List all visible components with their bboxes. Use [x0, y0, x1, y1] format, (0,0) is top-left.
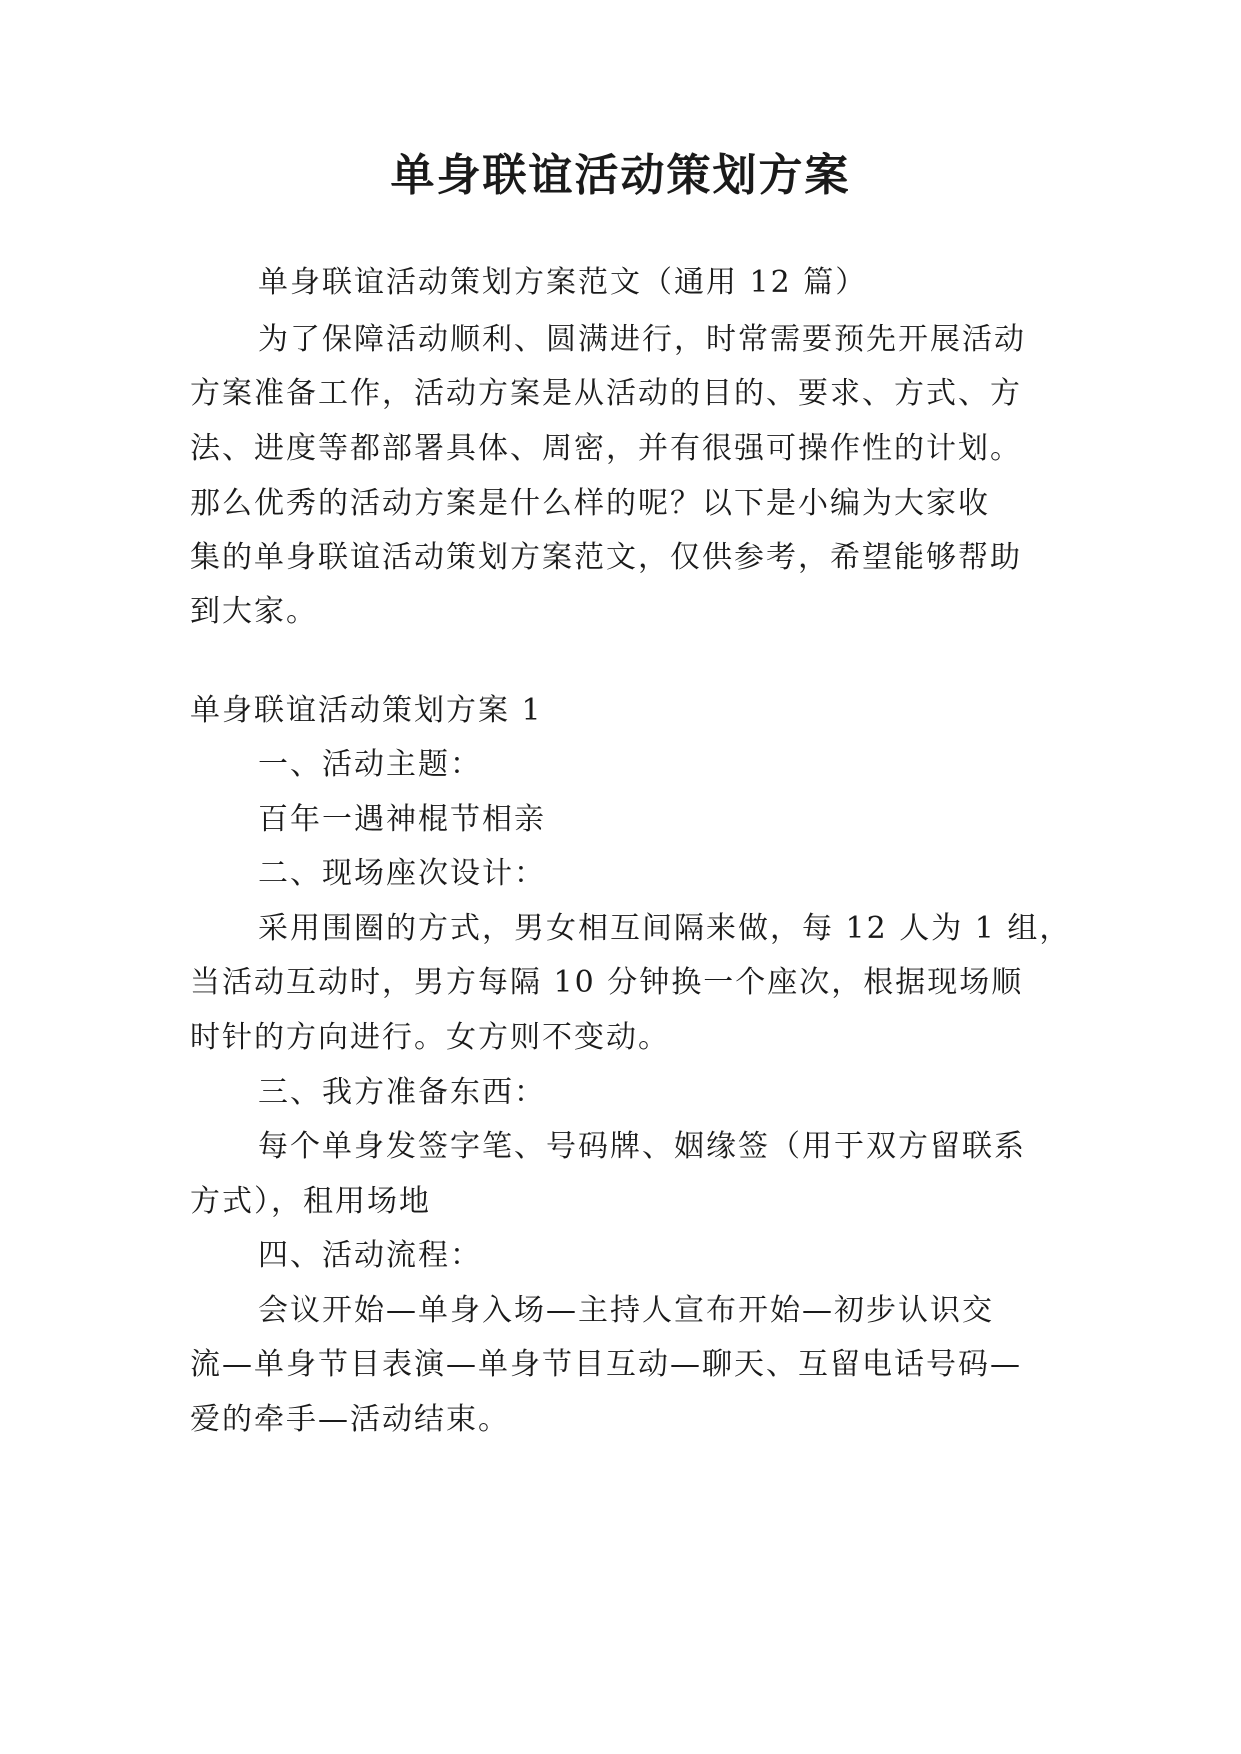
paragraph-line: 方式），租用场地 [190, 1184, 431, 1219]
paragraph-line: 百年一遇神棍节相亲 [258, 802, 546, 837]
item-heading: 二、现场座次设计： [258, 856, 546, 891]
paragraph-line: 爱的牵手—活动结束。 [190, 1402, 510, 1437]
item-heading: 一、活动主题： [258, 747, 482, 782]
paragraph-line: 流—单身节目表演—单身节目互动—聊天、互留电话号码— [190, 1347, 1022, 1382]
intro-paragraph-line: 方案准备工作，活动方案是从活动的目的、要求、方式、方 [190, 376, 1022, 411]
paragraph-line: 会议开始—单身入场—主持人宣布开始—初步认识交 [258, 1293, 994, 1328]
intro-paragraph-line: 为了保障活动顺利、圆满进行，时常需要预先开展活动 [258, 322, 1026, 357]
section-heading: 单身联谊活动策划方案 1 [190, 693, 543, 728]
paragraph-line: 采用围圈的方式，男女相互间隔来做，每 12 人为 1 组， [258, 911, 1072, 946]
document-title: 单身联谊活动策划方案 [390, 150, 851, 201]
item-heading: 三、我方准备东西： [258, 1075, 546, 1110]
intro-paragraph-line: 到大家。 [190, 594, 318, 629]
paragraph-line: 当活动互动时，男方每隔 10 分钟换一个座次，根据现场顺 [190, 965, 1024, 1000]
paragraph-line: 时针的方向进行。女方则不变动。 [190, 1020, 670, 1055]
intro-paragraph-line: 集的单身联谊活动策划方案范文，仅供参考，希望能够帮助 [190, 540, 1022, 575]
paragraph-line: 每个单身发签字笔、号码牌、姻缘签（用于双方留联系 [258, 1129, 1026, 1164]
intro-paragraph-line: 那么优秀的活动方案是什么样的呢？以下是小编为大家收 [190, 486, 990, 521]
item-heading: 四、活动流程： [258, 1238, 482, 1273]
intro-paragraph-line: 法、进度等都部署具体、周密，并有很强可操作性的计划。 [190, 431, 1022, 466]
subtitle-line: 单身联谊活动策划方案范文（通用 12 篇） [258, 265, 868, 300]
